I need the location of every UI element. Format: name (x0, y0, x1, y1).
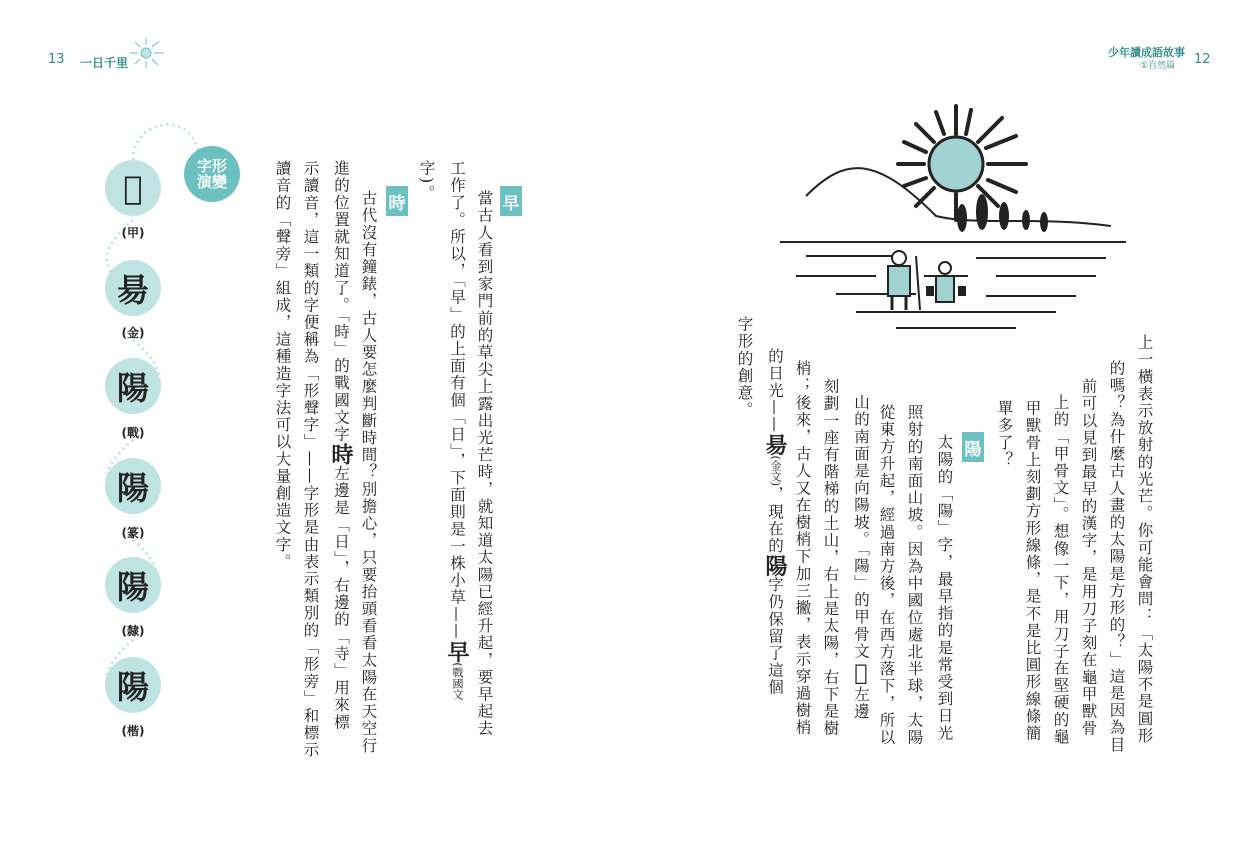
sun-landscape-illustration (776, 96, 1136, 346)
text-column: 進的位置就知道了。「時」的戰國文字時左邊是「日」，右邊的「寺」用來標 (328, 160, 354, 731)
evolution-label-jia: (甲) (121, 226, 145, 240)
evolution-glyph-zhan: 陽 (105, 358, 161, 414)
evolution-glyph-jin: 昜 (105, 260, 161, 316)
text-column: 從東方升起，經過南方後，在西方落下，所以 (877, 404, 896, 746)
text-column: 示讀音，這一類的字便稱為「形聲字」——字形是由表示類別的「形旁」和標示 (301, 160, 320, 759)
evolution-label-kai: (楷) (121, 724, 145, 738)
text-column: 當古人看到家門前的草尖上露出光芒時，就知道太陽已經升起，要早起去 (475, 190, 494, 738)
text-column: 刻劃一座有階梯的土山，右上是太陽，右下是樹 (821, 378, 840, 738)
text-column: 上的「甲骨文」。想像一下，用刀子在堅硬的龜 (1051, 394, 1070, 746)
text-column: 梢；後來，古人又在樹梢下加三撇，表示穿過樹梢 (793, 360, 812, 737)
evolution-glyph-jia: 𤈇 (105, 160, 161, 216)
evolution-glyph-kai: 陽 (105, 657, 161, 713)
evolution-glyph-li: 陽 (105, 557, 161, 613)
text-column: 前可以見到最早的漢字，是用刀子刻在龜甲獸骨 (1079, 378, 1098, 738)
text-column: 單多了？ (995, 400, 1014, 469)
text-column: 的日光——昜(金文)，現在的陽字仍保留了這個 (762, 348, 788, 697)
sunburst-icon (126, 36, 168, 70)
left-chapter-title: 一日千里 (80, 56, 129, 70)
text-column: 字形的創意。 (735, 316, 754, 419)
evolution-label-zhuan: (篆) (121, 526, 145, 540)
evolution-glyph-zhuan: 陽 (105, 458, 161, 514)
left-page-number: 13 (48, 52, 65, 67)
heading-zao: 早 (500, 186, 522, 216)
text-column: 太陽的「陽」字，最早指的是常受到日光 (935, 434, 954, 742)
heading-yang: 陽 (962, 432, 984, 462)
heading-shi: 時 (386, 186, 408, 216)
evolution-label-jin: (金) (121, 326, 145, 340)
evolution-badge: 字形演變 (184, 146, 240, 202)
text-column: 的嗎？為什麼古人畫的太陽是方形的？」這是因為目 (1107, 360, 1126, 754)
text-column: 讀音的「聲旁」組成，這種造字法可以大量創造文字。 (273, 160, 292, 571)
evolution-label-zhan: (戰) (121, 426, 145, 440)
right-page-number: 12 (1194, 52, 1211, 67)
text-column: 甲獸骨上刻劃方形線條，是不是比圓形線條簡 (1023, 400, 1042, 742)
book-title: 少年讀成語故事 (1108, 46, 1185, 59)
text-column: 工作了。所以，「早」的上面有個「日」，下面則是一株小草——早(戰國文 (444, 160, 470, 700)
text-column: 照射的南面山坡。因為中國位處北半球，太陽 (905, 404, 924, 746)
evolution-label-li: (隸) (121, 624, 145, 638)
text-column: 上一橫表示放射的光芒。你可能會問：「太陽不是圓形 (1135, 334, 1154, 745)
text-column: 山的南面是向陽坡。「陽」的甲骨文𤈇左邊 (848, 394, 874, 721)
text-column: 古代沒有鐘錶，古人要怎麼判斷時間？別擔心，只要抬頭看看太陽在天空行 (359, 190, 378, 755)
book-subtitle: ①自然篇 (1140, 61, 1176, 71)
text-column: 字)。 (417, 160, 436, 202)
